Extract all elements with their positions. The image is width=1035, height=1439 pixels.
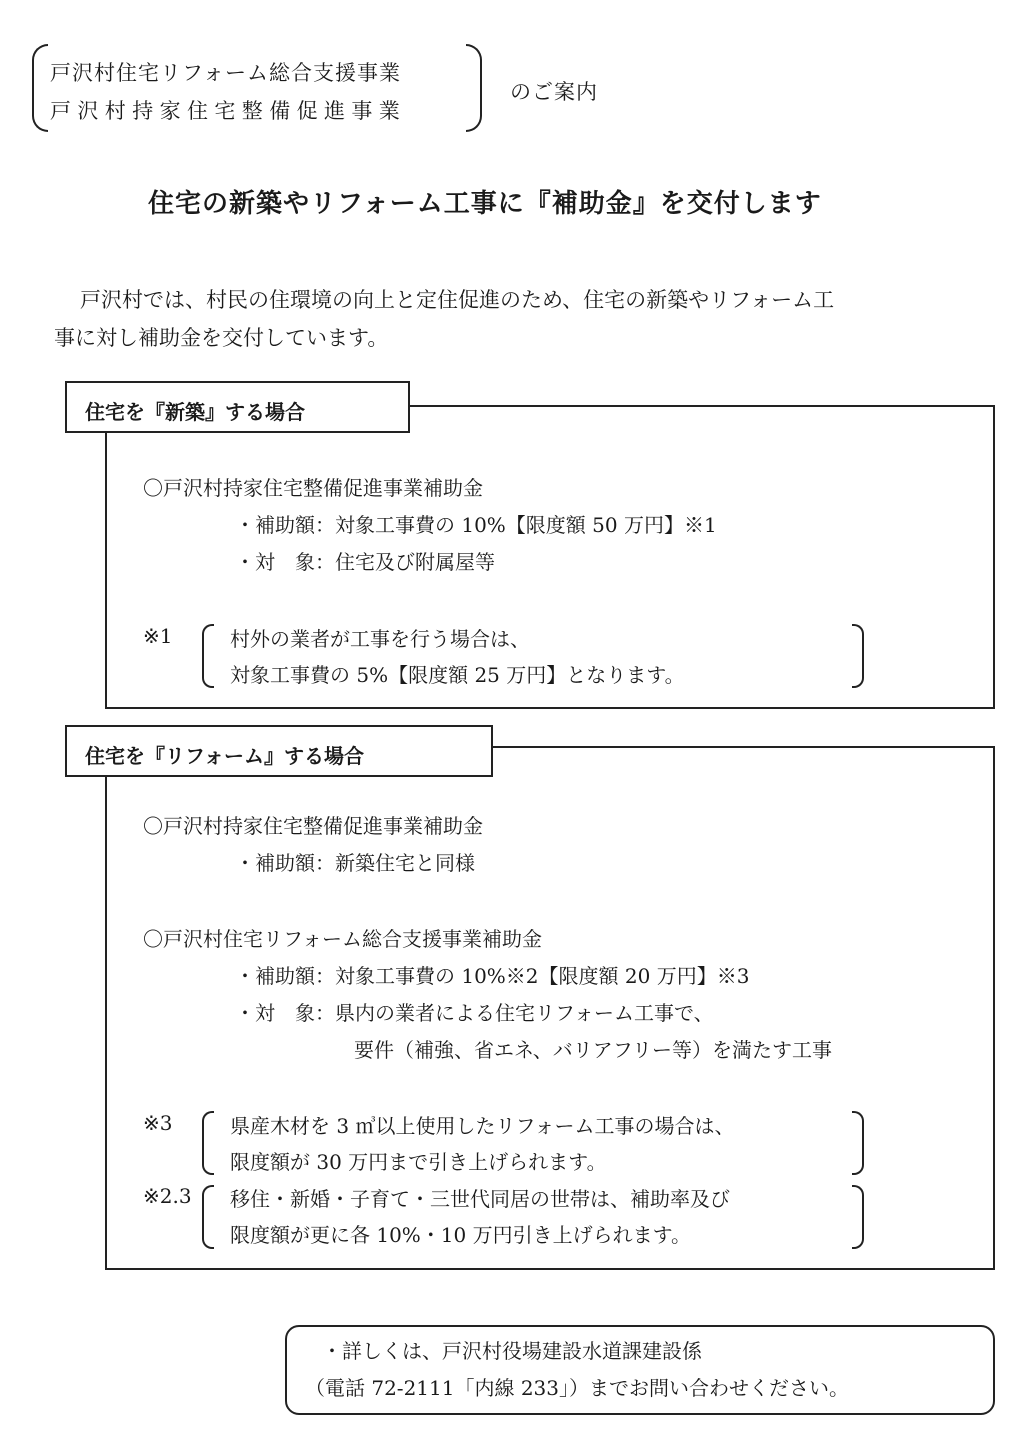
new-note-line-2: 対象工事費の 5%【限度額 25 万円】となります。 <box>230 663 685 687</box>
intro-line-1: 戸沢村では、村民の住環境の向上と定住促進のため、住宅の新築やリフォーム工 <box>80 288 835 312</box>
program-name-home-promotion: 戸沢村持家住宅整備促進事業 <box>50 99 407 123</box>
program-name-reform-support: 戸沢村住宅リフォーム総合支援事業 <box>50 61 401 85</box>
reform-note3-right-bracket <box>852 1111 864 1175</box>
reform-program2-amount: ・補助額：対象工事費の 10%※2【限度額 20 万円】※3 <box>235 964 750 988</box>
reform-program2-name: 〇戸沢村住宅リフォーム総合支援事業補助金 <box>143 927 542 951</box>
reform-program2-target-1: ・対 象：県内の業者による住宅リフォーム工事で、 <box>235 1001 714 1025</box>
reform-program2-target-2: 要件（補強、省エネ、バリアフリー等）を満たす工事 <box>354 1038 832 1062</box>
new-note-mark: ※1 <box>143 624 173 648</box>
reform-note3-line-1: 県産木材を 3 ㎥以上使用したリフォーム工事の場合は、 <box>230 1114 735 1138</box>
reform-note3-left-bracket <box>202 1111 214 1175</box>
new-note-right-bracket <box>852 624 864 688</box>
new-subsidy-amount: ・補助額：対象工事費の 10%【限度額 50 万円】※1 <box>235 513 717 537</box>
section-new-build-title: 住宅を『新築』する場合 <box>85 400 305 424</box>
reform-note3-mark: ※3 <box>143 1111 173 1135</box>
new-note-left-bracket <box>202 624 214 688</box>
reform-program1-name: 〇戸沢村持家住宅整備促進事業補助金 <box>143 814 483 838</box>
new-subsidy-target: ・対 象：住宅及び附属屋等 <box>235 550 495 574</box>
new-program-name: 〇戸沢村持家住宅整備促進事業補助金 <box>143 476 483 500</box>
reform-note3-line-2: 限度額が 30 万円まで引き上げられます。 <box>230 1150 607 1174</box>
reform-program1-amount: ・補助額：新築住宅と同様 <box>235 851 475 875</box>
reform-note23-line-2: 限度額が更に各 10%・10 万円引き上げられます。 <box>230 1223 692 1247</box>
section-reform-tab <box>65 725 493 777</box>
section-new-build-tab <box>65 381 410 433</box>
new-note-line-1: 村外の業者が工事を行う場合は、 <box>230 627 530 651</box>
header-suffix: のご案内 <box>510 80 598 104</box>
contact-line-1: ・詳しくは、戸沢村役場建設水道課建設係 <box>322 1339 702 1363</box>
header-left-bracket <box>32 44 48 132</box>
reform-note23-line-1: 移住・新婚・子育て・三世代同居の世帯は、補助率及び <box>230 1187 730 1211</box>
contact-line-2: （電話 72-2111「内線 233」）までお問い合わせください。 <box>305 1376 849 1400</box>
header-right-bracket <box>466 44 482 132</box>
section-reform-title: 住宅を『リフォーム』する場合 <box>85 744 364 768</box>
reform-note23-left-bracket <box>202 1185 214 1249</box>
page-title: 住宅の新築やリフォーム工事に『補助金』を交付します <box>148 189 822 219</box>
reform-note23-mark: ※2.3 <box>143 1184 192 1208</box>
reform-note23-right-bracket <box>852 1185 864 1249</box>
intro-line-2: 事に対し補助金を交付しています。 <box>54 326 389 350</box>
